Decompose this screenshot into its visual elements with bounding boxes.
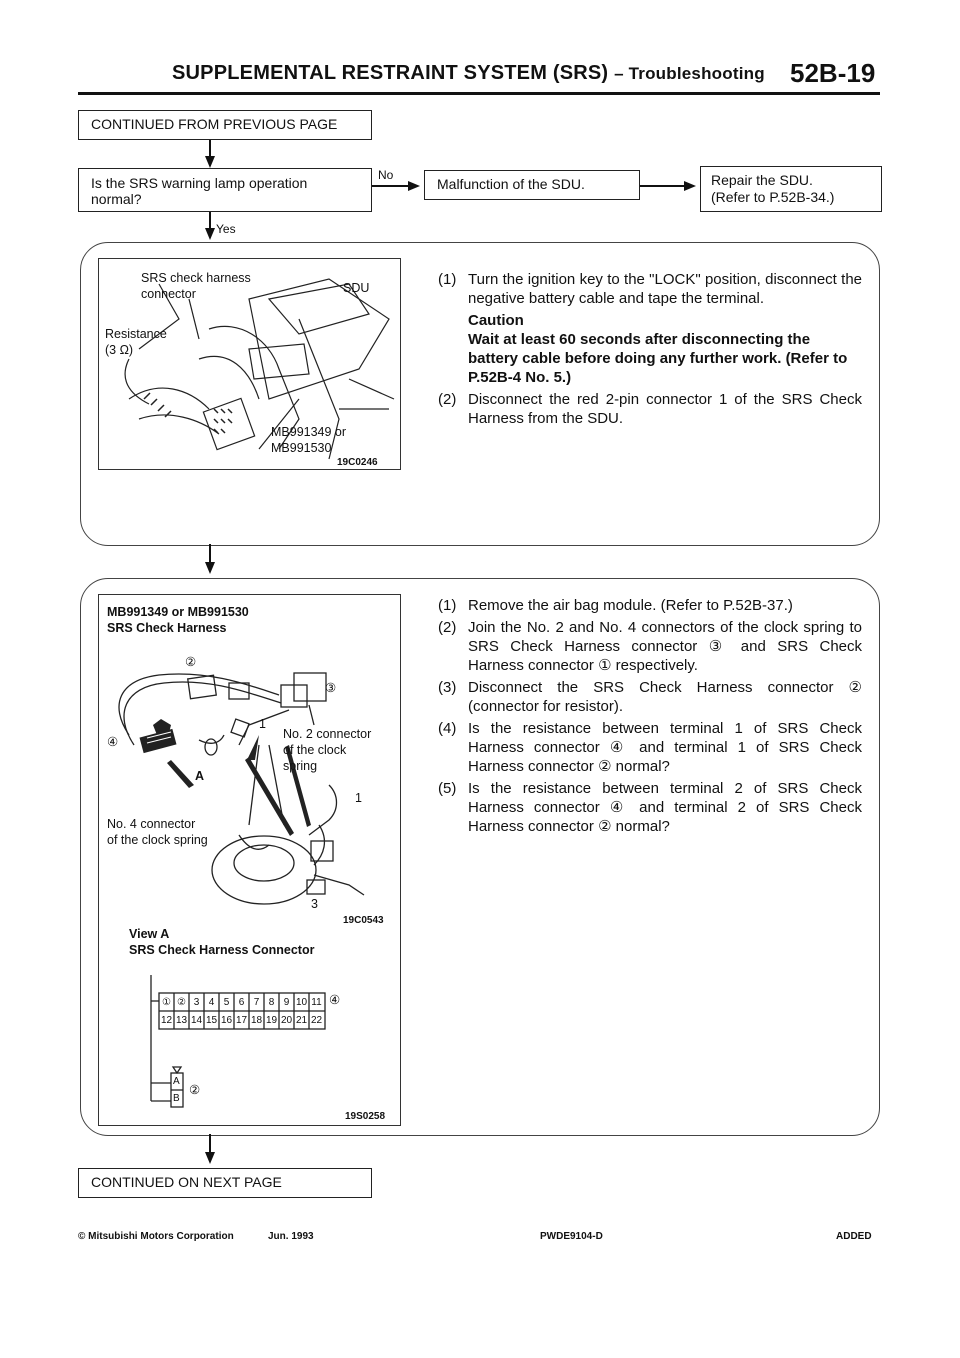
malfunction-box — [424, 170, 640, 200]
repair-arrow-icon — [684, 181, 696, 191]
continued-from-box — [78, 110, 372, 140]
caution-block — [468, 311, 862, 387]
step-num: (5) — [438, 780, 457, 797]
figure2-code-2: 19S0258 — [345, 1111, 386, 1122]
pin-cell: 3 — [193, 997, 200, 1008]
label-ohm: (3 Ω) — [105, 343, 134, 357]
step-text: Turn the ignition key to the "LOCK" position, disconnect the negative battery cable and tape the terminal. — [468, 271, 862, 307]
step-text: Disconnect the SRS Check Harness connector ② (connector for resistor). — [468, 679, 862, 715]
pin-b: B — [173, 1093, 180, 1104]
flow-arrow-down-icon — [205, 156, 215, 168]
pin-cell: 17 — [235, 1015, 248, 1026]
continued-next-box — [78, 1168, 372, 1198]
pin-cell: 15 — [205, 1015, 218, 1026]
caution-heading: Caution — [468, 312, 524, 329]
pin-cell: 9 — [283, 997, 290, 1008]
step-num: (1) — [438, 271, 457, 288]
continued-next-text: CONTINUED ON NEXT PAGE — [91, 1174, 282, 1190]
label-connector: connector — [141, 287, 196, 301]
title-sub: – Troubleshooting — [614, 64, 765, 83]
repair-box — [700, 166, 882, 212]
row-mark: ④ — [329, 993, 341, 1007]
label-view-letter: A — [195, 769, 205, 783]
label-harness: SRS check harness — [141, 271, 251, 285]
page-number: 52B-19 — [790, 58, 876, 88]
flow-arrow-down-icon — [205, 1152, 215, 1164]
step-text: Join the No. 2 and No. 4 connectors of the clock spring to SRS Check Harness connector ③ and SRS Check Harness connector ① respectively. — [468, 619, 862, 674]
flow-line — [209, 1134, 211, 1154]
pin-cell: 18 — [250, 1015, 263, 1026]
repair-line — [640, 185, 686, 187]
view-subtitle: SRS Check Harness Connector — [129, 943, 315, 957]
pin-cell: 21 — [295, 1015, 308, 1026]
pin-cell: 14 — [190, 1015, 203, 1026]
label-part-1: MB991349 or — [271, 425, 347, 439]
malfunction-text: Malfunction of the SDU. — [437, 176, 585, 192]
figure2-title-1: MB991349 or MB991530 — [107, 605, 249, 619]
label-no2-3: spring — [283, 759, 318, 773]
continued-from-text: CONTINUED FROM PREVIOUS PAGE — [91, 116, 338, 132]
no-line — [372, 185, 410, 187]
flow-arrow-down-icon — [205, 562, 215, 574]
step-2-2 — [438, 618, 862, 675]
figure-sdu-harness — [98, 258, 401, 470]
footer-copyright: © Mitsubishi Motors Corporation — [78, 1231, 234, 1242]
pin-cell: 13 — [175, 1015, 188, 1026]
pin-cell: 5 — [223, 997, 230, 1008]
page-title — [172, 62, 765, 85]
footer-status: ADDED — [836, 1231, 872, 1242]
step-num: (1) — [438, 597, 457, 614]
step-num: (2) — [438, 391, 457, 408]
title-main: SUPPLEMENTAL RESTRAINT SYSTEM (SRS) — [172, 62, 609, 84]
pin-cell: 8 — [268, 997, 275, 1008]
step-text: Remove the air bag module. (Refer to P.52B-37.) — [468, 597, 793, 614]
label-c3: ③ — [325, 681, 337, 695]
step-text: Disconnect the red 2-pin connector 1 of the SRS Check Harness from the SDU. — [468, 391, 862, 427]
step-2-1 — [438, 596, 862, 615]
yes-arrow-icon — [205, 228, 215, 240]
label-no2-1: No. 2 connector — [283, 727, 372, 741]
pin-cell: 10 — [295, 997, 308, 1008]
pin-cell: 20 — [280, 1015, 293, 1026]
label-no4-1: No. 4 connector — [107, 817, 196, 831]
steps-2 — [438, 596, 862, 839]
label-pin-1: 1 — [355, 791, 362, 805]
label-one: 1 — [259, 717, 266, 731]
pin-cell: 22 — [310, 1015, 323, 1026]
pin-cell: 12 — [160, 1015, 173, 1026]
pin-cell: 16 — [220, 1015, 233, 1026]
step-1-1 — [438, 270, 862, 308]
figure2-code-1: 19C0543 — [343, 915, 384, 926]
step-2-5 — [438, 779, 862, 836]
no-arrow-icon — [408, 181, 420, 191]
figure-check-harness — [98, 594, 401, 1126]
pin-row-2 — [159, 1013, 325, 1029]
step-num: (2) — [438, 619, 457, 636]
figure1-code: 19C0246 — [337, 457, 378, 468]
step-text: Is the resistance between terminal 1 of SRS Check Harness connector ④ and terminal 1 of SRS Check Harness connector ② normal? — [468, 720, 862, 775]
pin-cell: 11 — [311, 997, 322, 1008]
repair-text-2: (Refer to P.52B-34.) — [711, 189, 835, 205]
step-num: (3) — [438, 679, 457, 696]
question-box — [78, 168, 372, 212]
label-resistance: Resistance — [105, 327, 167, 341]
pin-cell: 7 — [253, 997, 260, 1008]
pin-cell: 4 — [208, 997, 215, 1008]
step-2-4 — [438, 719, 862, 776]
pin-cell: 19 — [265, 1015, 278, 1026]
ab-mark: ② — [189, 1083, 201, 1097]
flow-line — [209, 544, 211, 564]
footer-doc-code: PWDE9104-D — [540, 1231, 603, 1242]
step-text: Is the resistance between terminal 2 of SRS Check Harness connector ④ and terminal 2 of SRS Check Harness connector ② normal? — [468, 780, 862, 835]
label-pin-3: 3 — [311, 897, 318, 911]
footer-date: Jun. 1993 — [268, 1231, 314, 1242]
repair-text-1: Repair the SDU. — [711, 172, 813, 188]
pin-cell: ① — [162, 997, 171, 1008]
step-num: (4) — [438, 720, 457, 737]
steps-1 — [438, 270, 862, 431]
pin-cell: ② — [177, 997, 186, 1008]
label-no4-2: of the clock spring — [107, 833, 208, 847]
question-text: Is the SRS warning lamp operation normal? — [91, 175, 308, 207]
figure2-title-2: SRS Check Harness — [107, 621, 227, 635]
label-c2: ② — [185, 655, 197, 669]
view-a-drawing — [99, 595, 400, 1125]
caution-text: Wait at least 60 seconds after disconnecting the battery cable before doing any further work. (Refer to P.52B-4 No. 5.) — [468, 331, 848, 386]
no-label: No — [378, 168, 394, 182]
pin-cell: 6 — [238, 997, 245, 1008]
step-2-3 — [438, 678, 862, 716]
header-rule — [78, 92, 880, 95]
step-1-2 — [438, 390, 862, 428]
label-sdu: SDU — [343, 281, 370, 295]
pin-row-1 — [159, 995, 325, 1011]
pin-a: A — [173, 1076, 180, 1087]
yes-label: Yes — [216, 222, 236, 236]
label-no2-2: of the clock — [283, 743, 347, 757]
label-part-2: MB991530 — [271, 441, 332, 455]
label-c4: ④ — [107, 735, 119, 749]
view-title: View A — [129, 927, 170, 941]
